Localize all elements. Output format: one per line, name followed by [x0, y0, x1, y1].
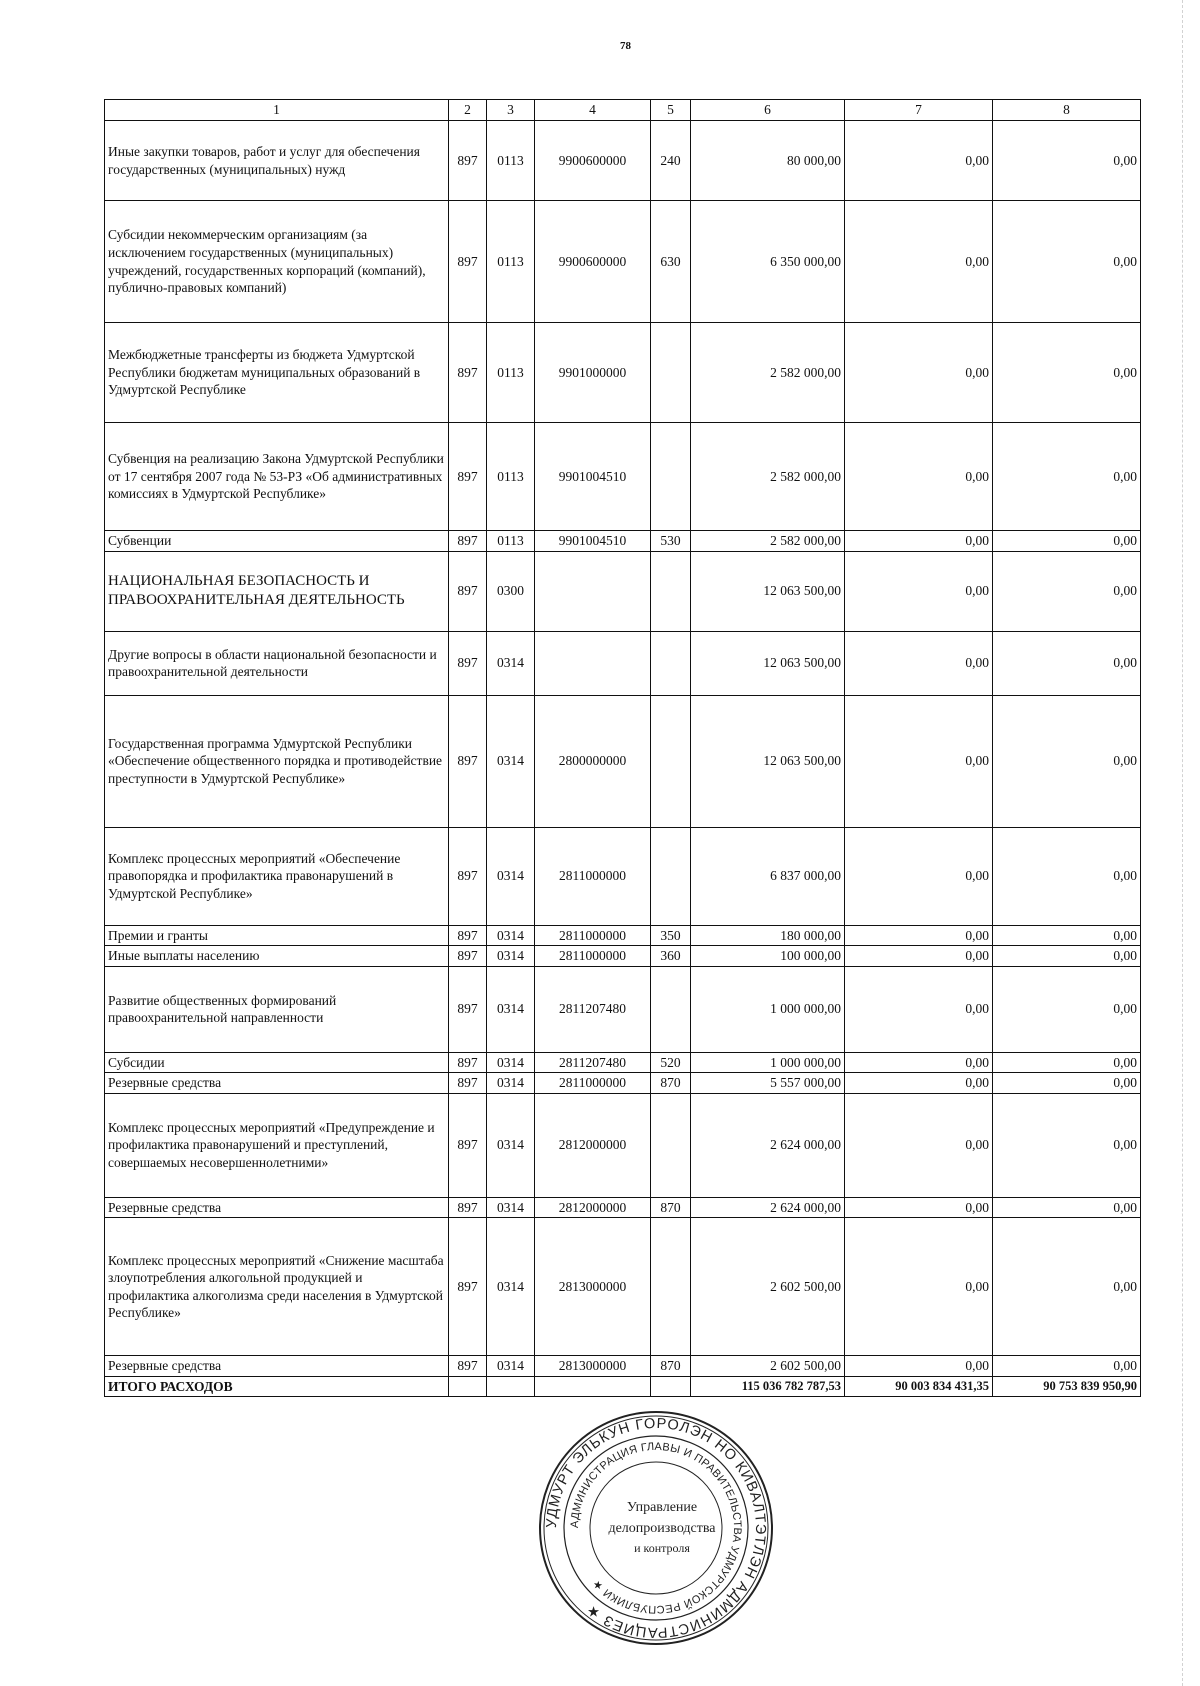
- cell-c5: 350: [651, 925, 691, 946]
- total-c7: 90 003 834 431,35: [845, 1376, 993, 1397]
- cell-c6: 5 557 000,00: [691, 1073, 845, 1094]
- cell-c6: 12 063 500,00: [691, 631, 845, 695]
- cell-c7: 0,00: [845, 551, 993, 631]
- cell-c8: 0,00: [993, 1356, 1141, 1377]
- cell-c2: 897: [449, 1073, 487, 1094]
- cell-c3: 0314: [487, 1197, 535, 1218]
- row-name: Субвенция на реализацию Закона Удмуртской Республики от 17 сентября 2007 года № 53-РЗ «Об административных комиссиях в Удмуртской Республике»: [105, 423, 449, 531]
- row-name: Межбюджетные трансферты из бюджета Удмуртской Республики бюджетам муниципальных образований в Удмуртской Республике: [105, 323, 449, 423]
- cell-c4: 9901000000: [535, 323, 651, 423]
- row-name: Комплекс процессных мероприятий «Снижение масштаба злоупотребления алкогольной продукцией и профилактика алкоголизма среди населения в Удмуртской Республике»: [105, 1218, 449, 1356]
- cell-c2: 897: [449, 121, 487, 201]
- cell-c3: 0113: [487, 121, 535, 201]
- row-name: Премии и гранты: [105, 925, 449, 946]
- cell-c8: 0,00: [993, 966, 1141, 1052]
- table-row: [105, 827, 1141, 925]
- cell-c4: 2811207480: [535, 966, 651, 1052]
- cell-c2: 897: [449, 1356, 487, 1377]
- cell-c8: 0,00: [993, 323, 1141, 423]
- empty-cell: [487, 1376, 535, 1397]
- header-cell: 7: [845, 100, 993, 121]
- cell-c4: 9901004510: [535, 531, 651, 552]
- cell-c6: 2 602 500,00: [691, 1218, 845, 1356]
- cell-c6: 12 063 500,00: [691, 551, 845, 631]
- table-row: [105, 925, 1141, 946]
- cell-c8: 0,00: [993, 121, 1141, 201]
- cell-c4: 2813000000: [535, 1356, 651, 1377]
- cell-c2: 897: [449, 551, 487, 631]
- cell-c6: 12 063 500,00: [691, 695, 845, 827]
- cell-c4: 2812000000: [535, 1197, 651, 1218]
- cell-c2: 897: [449, 631, 487, 695]
- cell-c7: 0,00: [845, 121, 993, 201]
- header-cell: 8: [993, 100, 1141, 121]
- row-name: Иные закупки товаров, работ и услуг для обеспечения государственных (муниципальных) нужд: [105, 121, 449, 201]
- cell-c5: 360: [651, 946, 691, 967]
- table-row: [105, 423, 1141, 531]
- cell-c3: 0314: [487, 966, 535, 1052]
- cell-c3: 0300: [487, 551, 535, 631]
- page-number: 78: [620, 40, 631, 52]
- cell-c6: 2 582 000,00: [691, 531, 845, 552]
- cell-c2: 897: [449, 827, 487, 925]
- cell-c2: 897: [449, 1197, 487, 1218]
- header-cell: 1: [105, 100, 449, 121]
- cell-c4: 2811000000: [535, 925, 651, 946]
- cell-c3: 0314: [487, 1218, 535, 1356]
- cell-c4: 9900600000: [535, 121, 651, 201]
- cell-c8: 0,00: [993, 201, 1141, 323]
- cell-c3: 0113: [487, 423, 535, 531]
- cell-c2: 897: [449, 695, 487, 827]
- cell-c6: 1 000 000,00: [691, 1052, 845, 1073]
- row-name: Субвенции: [105, 531, 449, 552]
- cell-c5: 630: [651, 201, 691, 323]
- cell-c8: 0,00: [993, 827, 1141, 925]
- table-row: [105, 323, 1141, 423]
- cell-c8: 0,00: [993, 946, 1141, 967]
- table-row: [105, 966, 1141, 1052]
- cell-c7: 0,00: [845, 925, 993, 946]
- cell-c6: 2 624 000,00: [691, 1197, 845, 1218]
- cell-c6: 100 000,00: [691, 946, 845, 967]
- table-row: [105, 201, 1141, 323]
- empty-cell: [535, 1376, 651, 1397]
- row-name: Иные выплаты населению: [105, 946, 449, 967]
- budget-table: [104, 99, 1141, 1397]
- cell-c2: 897: [449, 423, 487, 531]
- cell-c3: 0314: [487, 1073, 535, 1094]
- row-name: Резервные средства: [105, 1073, 449, 1094]
- row-name: Субсидии: [105, 1052, 449, 1073]
- row-name: Комплекс процессных мероприятий «Обеспечение правопорядка и профилактика правонарушений в Удмуртской Республике»: [105, 827, 449, 925]
- table-row: [105, 1356, 1141, 1377]
- table-row: [105, 631, 1141, 695]
- cell-c7: 0,00: [845, 827, 993, 925]
- cell-c2: 897: [449, 323, 487, 423]
- cell-c2: 897: [449, 1093, 487, 1197]
- cell-c7: 0,00: [845, 323, 993, 423]
- table-row: [105, 1197, 1141, 1218]
- cell-c8: 0,00: [993, 695, 1141, 827]
- cell-c3: 0314: [487, 695, 535, 827]
- row-name: Развитие общественных формирований правоохранительной направленности: [105, 966, 449, 1052]
- cell-c6: 2 582 000,00: [691, 423, 845, 531]
- cell-c3: 0314: [487, 827, 535, 925]
- row-name: Другие вопросы в области национальной безопасности и правоохранительной деятельности: [105, 631, 449, 695]
- cell-c2: 897: [449, 1052, 487, 1073]
- total-c8: 90 753 839 950,90: [993, 1376, 1141, 1397]
- header-row: [105, 100, 1141, 121]
- cell-c4: 9901004510: [535, 423, 651, 531]
- row-name: Резервные средства: [105, 1197, 449, 1218]
- cell-c8: 0,00: [993, 423, 1141, 531]
- cell-c7: 0,00: [845, 1197, 993, 1218]
- cell-c5: [651, 551, 691, 631]
- cell-c7: 0,00: [845, 966, 993, 1052]
- header-cell: 6: [691, 100, 845, 121]
- table-row: [105, 1218, 1141, 1356]
- cell-c4: 2811207480: [535, 1052, 651, 1073]
- table-row: [105, 121, 1141, 201]
- cell-c2: 897: [449, 946, 487, 967]
- stamp-line-1: Управление: [626, 1500, 698, 1515]
- cell-c5: 520: [651, 1052, 691, 1073]
- cell-c7: 0,00: [845, 946, 993, 967]
- row-name: Субсидии некоммерческим организациям (за исключением государственных (муниципальных) учреждений, государственных корпораций (компаний), публично-правовых компаний): [105, 201, 449, 323]
- cell-c4: 2811000000: [535, 827, 651, 925]
- cell-c8: 0,00: [993, 1093, 1141, 1197]
- row-name: НАЦИОНАЛЬНАЯ БЕЗОПАСНОСТЬ И ПРАВООХРАНИТЕЛЬНАЯ ДЕЯТЕЛЬНОСТЬ: [105, 551, 449, 631]
- cell-c8: 0,00: [993, 1052, 1141, 1073]
- table-row: [105, 946, 1141, 967]
- cell-c4: 2813000000: [535, 1218, 651, 1356]
- cell-c6: 80 000,00: [691, 121, 845, 201]
- table-row: [105, 1052, 1141, 1073]
- cell-c6: 2 582 000,00: [691, 323, 845, 423]
- cell-c7: 0,00: [845, 1093, 993, 1197]
- cell-c6: 2 624 000,00: [691, 1093, 845, 1197]
- empty-cell: [449, 1376, 487, 1397]
- cell-c5: [651, 423, 691, 531]
- cell-c7: 0,00: [845, 1356, 993, 1377]
- cell-c2: 897: [449, 966, 487, 1052]
- total-label: ИТОГО РАСХОДОВ: [105, 1376, 449, 1397]
- cell-c8: 0,00: [993, 551, 1141, 631]
- cell-c3: 0314: [487, 631, 535, 695]
- cell-c5: [651, 827, 691, 925]
- table-row: [105, 531, 1141, 552]
- cell-c5: 870: [651, 1356, 691, 1377]
- cell-c6: 1 000 000,00: [691, 966, 845, 1052]
- cell-c2: 897: [449, 201, 487, 323]
- cell-c3: 0314: [487, 1356, 535, 1377]
- cell-c7: 0,00: [845, 631, 993, 695]
- cell-c3: 0314: [487, 946, 535, 967]
- cell-c7: 0,00: [845, 423, 993, 531]
- official-stamp: [536, 1408, 776, 1648]
- cell-c3: 0113: [487, 323, 535, 423]
- cell-c3: 0314: [487, 1093, 535, 1197]
- table-row: [105, 1093, 1141, 1197]
- cell-c7: 0,00: [845, 531, 993, 552]
- cell-c5: [651, 695, 691, 827]
- table-row: [105, 695, 1141, 827]
- cell-c5: [651, 631, 691, 695]
- cell-c4: 2811000000: [535, 1073, 651, 1094]
- cell-c5: 240: [651, 121, 691, 201]
- cell-c3: 0314: [487, 1052, 535, 1073]
- cell-c6: 6 837 000,00: [691, 827, 845, 925]
- cell-c4: [535, 551, 651, 631]
- cell-c6: 2 602 500,00: [691, 1356, 845, 1377]
- cell-c8: 0,00: [993, 1073, 1141, 1094]
- stamp-line-2: делопроизводства: [608, 1521, 716, 1536]
- cell-c2: 897: [449, 531, 487, 552]
- cell-c7: 0,00: [845, 201, 993, 323]
- cell-c7: 0,00: [845, 1218, 993, 1356]
- cell-c4: 9900600000: [535, 201, 651, 323]
- cell-c4: 2812000000: [535, 1093, 651, 1197]
- cell-c5: 870: [651, 1073, 691, 1094]
- row-name: Государственная программа Удмуртской Республики «Обеспечение общественного порядка и противодействие преступности в Удмуртской Республике»: [105, 695, 449, 827]
- header-cell: 4: [535, 100, 651, 121]
- cell-c6: 180 000,00: [691, 925, 845, 946]
- cell-c8: 0,00: [993, 1218, 1141, 1356]
- cell-c6: 6 350 000,00: [691, 201, 845, 323]
- header-cell: 2: [449, 100, 487, 121]
- header-cell: 3: [487, 100, 535, 121]
- scan-edge: [1182, 0, 1183, 1686]
- cell-c2: 897: [449, 925, 487, 946]
- stamp-outer-text: УДМУРТ ЭЛЬКУН ГОРОЛЭН НО КИВАЛТЭТЛЭН АДМИНИСТРАЦИЕЗ ★: [543, 1415, 769, 1641]
- stamp-inner-text: АДМИНИСТРАЦИЯ ГЛАВЫ И ПРАВИТЕЛЬСТВА УДМУРТСКОЙ РЕСПУБЛИКИ ★: [568, 1440, 744, 1616]
- cell-c2: 897: [449, 1218, 487, 1356]
- total-row: [105, 1376, 1141, 1397]
- cell-c5: 870: [651, 1197, 691, 1218]
- cell-c7: 0,00: [845, 1073, 993, 1094]
- cell-c4: 2800000000: [535, 695, 651, 827]
- cell-c8: 0,00: [993, 1197, 1141, 1218]
- cell-c4: [535, 631, 651, 695]
- cell-c5: [651, 323, 691, 423]
- cell-c7: 0,00: [845, 1052, 993, 1073]
- header-cell: 5: [651, 100, 691, 121]
- empty-cell: [651, 1376, 691, 1397]
- cell-c3: 0113: [487, 531, 535, 552]
- cell-c5: [651, 1093, 691, 1197]
- cell-c5: [651, 966, 691, 1052]
- stamp-line-3: и контроля: [634, 1541, 690, 1555]
- cell-c4: 2811000000: [535, 946, 651, 967]
- cell-c3: 0113: [487, 201, 535, 323]
- cell-c5: [651, 1218, 691, 1356]
- row-name: Комплекс процессных мероприятий «Предупреждение и профилактика правонарушений и преступлений, совершаемых несовершеннолетними»: [105, 1093, 449, 1197]
- cell-c8: 0,00: [993, 631, 1141, 695]
- table-row: [105, 551, 1141, 631]
- cell-c5: 530: [651, 531, 691, 552]
- row-name: Резервные средства: [105, 1356, 449, 1377]
- table-row: [105, 1073, 1141, 1094]
- cell-c7: 0,00: [845, 695, 993, 827]
- cell-c8: 0,00: [993, 531, 1141, 552]
- total-c6: 115 036 782 787,53: [691, 1376, 845, 1397]
- cell-c3: 0314: [487, 925, 535, 946]
- cell-c8: 0,00: [993, 925, 1141, 946]
